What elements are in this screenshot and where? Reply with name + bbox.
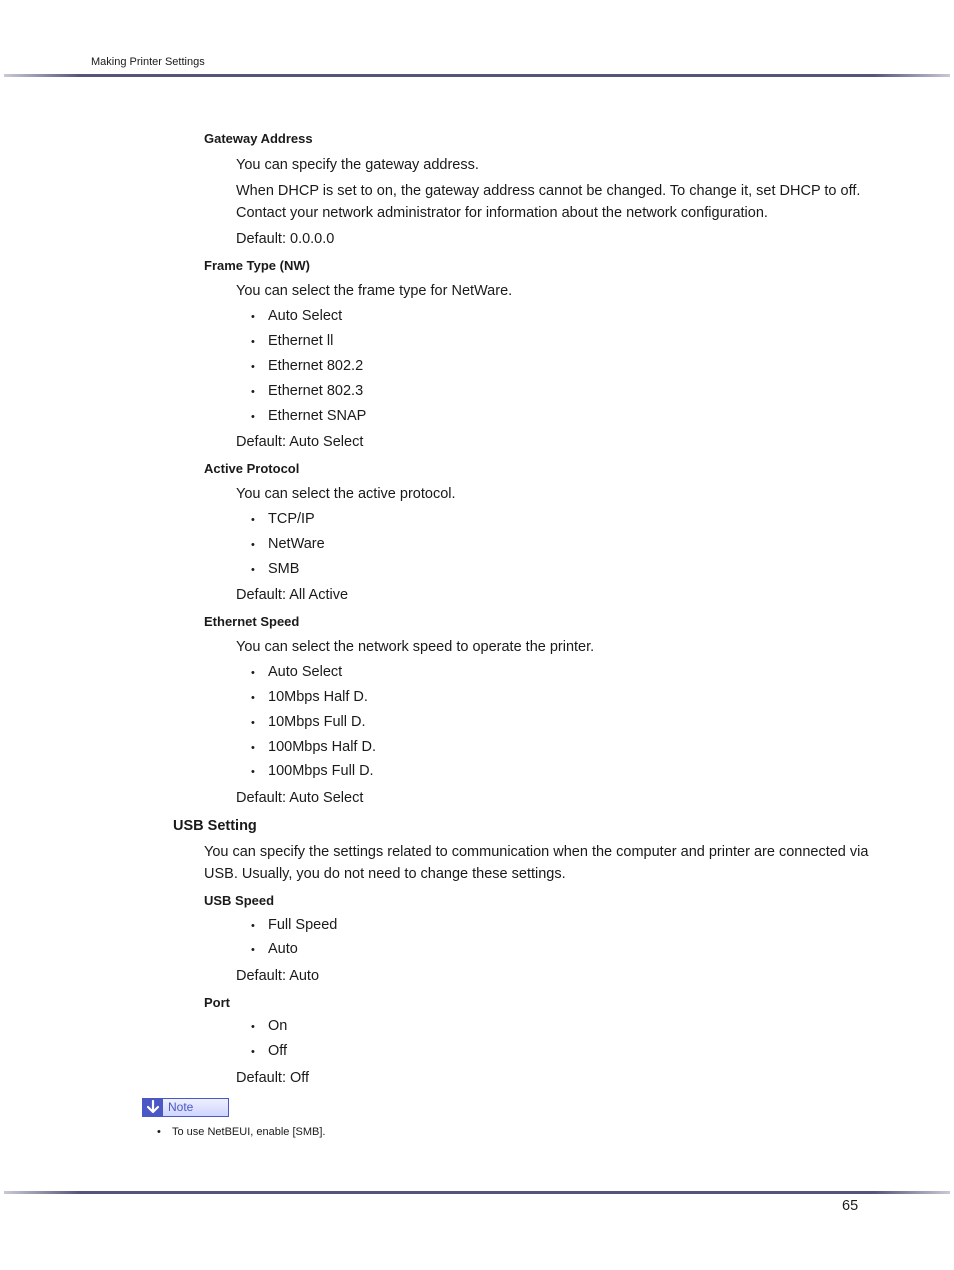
usb-speed-default: Default: Auto xyxy=(236,968,320,984)
bullet-icon: • xyxy=(251,920,255,932)
header-rule xyxy=(4,74,950,77)
list-item: • 10Mbps Full D. xyxy=(251,714,366,730)
bullet-icon: • xyxy=(251,1021,255,1033)
note-label: Note xyxy=(168,1100,194,1114)
list-item: • Ethernet SNAP xyxy=(251,408,367,424)
list-item: • Auto Select xyxy=(251,664,343,680)
bullet-icon: • xyxy=(251,944,255,956)
list-item: • 10Mbps Half D. xyxy=(251,689,368,705)
gateway-description: You can specify the gateway address. xyxy=(236,157,479,173)
bullet-icon: • xyxy=(251,361,255,373)
bullet-icon: • xyxy=(251,692,255,704)
list-item: • Full Speed xyxy=(251,917,338,933)
port-default: Default: Off xyxy=(236,1070,310,1086)
active-protocol-heading: Active Protocol xyxy=(204,461,300,476)
list-item: • SMB xyxy=(251,561,300,577)
bullet-icon: • xyxy=(251,336,255,348)
list-item: • NetWare xyxy=(251,536,325,552)
gateway-dhcp-note-line1: When DHCP is set to on, the gateway address cannot be changed. To change it, set DHCP to off. xyxy=(236,183,861,199)
active-protocol-description: You can select the active protocol. xyxy=(236,486,456,502)
running-header: Making Printer Settings xyxy=(91,56,205,68)
footer-rule xyxy=(4,1191,950,1194)
list-item: • 100Mbps Full D. xyxy=(251,763,374,779)
usb-setting-heading: USB Setting xyxy=(173,818,257,834)
list-item: • Auto Select xyxy=(251,308,343,324)
list-item: • On xyxy=(251,1018,288,1034)
bullet-icon: • xyxy=(251,742,255,754)
page-number: 65 xyxy=(842,1198,859,1214)
bullet-icon: • xyxy=(251,411,255,423)
list-item: • Off xyxy=(251,1043,288,1059)
bullet-icon: • xyxy=(251,766,255,778)
bullet-icon: • xyxy=(251,539,255,551)
list-item: • Ethernet ll xyxy=(251,333,334,349)
ethernet-speed-default: Default: Auto Select xyxy=(236,790,364,806)
list-item: • TCP/IP xyxy=(251,511,315,527)
bullet-icon: • xyxy=(251,386,255,398)
note-badge xyxy=(142,1098,229,1117)
bullet-icon: • xyxy=(251,311,255,323)
list-item: • Ethernet 802.3 xyxy=(251,383,364,399)
bullet-icon: • xyxy=(251,667,255,679)
frame-type-heading: Frame Type (NW) xyxy=(204,258,310,273)
bullet-icon: • xyxy=(251,564,255,576)
bullet-icon: • xyxy=(251,1046,255,1058)
list-item: • Auto xyxy=(251,941,298,957)
gateway-dhcp-note-line2: Contact your network administrator for information about the network configuration. xyxy=(236,205,768,221)
usb-setting-description-line2: USB. Usually, you do not need to change these settings. xyxy=(204,866,566,882)
list-item: • Ethernet 802.2 xyxy=(251,358,364,374)
frame-type-description: You can select the frame type for NetWare. xyxy=(236,283,513,299)
gateway-heading: Gateway Address xyxy=(204,131,313,146)
ethernet-speed-description: You can select the network speed to operate the printer. xyxy=(236,639,595,655)
note-text: To use NetBEUI, enable [SMB]. xyxy=(172,1126,326,1138)
gateway-default: Default: 0.0.0.0 xyxy=(236,231,335,247)
frame-type-default: Default: Auto Select xyxy=(236,434,364,450)
usb-speed-heading: USB Speed xyxy=(204,893,275,908)
note-bullet-icon: • xyxy=(157,1126,161,1138)
ethernet-speed-heading: Ethernet Speed xyxy=(204,614,300,629)
bullet-icon: • xyxy=(251,514,255,526)
active-protocol-default: Default: All Active xyxy=(236,587,349,603)
bullet-icon: • xyxy=(251,717,255,729)
down-arrow-icon xyxy=(143,1099,163,1116)
list-item: • 100Mbps Half D. xyxy=(251,739,376,755)
usb-setting-description-line1: You can specify the settings related to communication when the computer and printer are connected via xyxy=(204,844,869,860)
port-heading: Port xyxy=(204,995,230,1010)
